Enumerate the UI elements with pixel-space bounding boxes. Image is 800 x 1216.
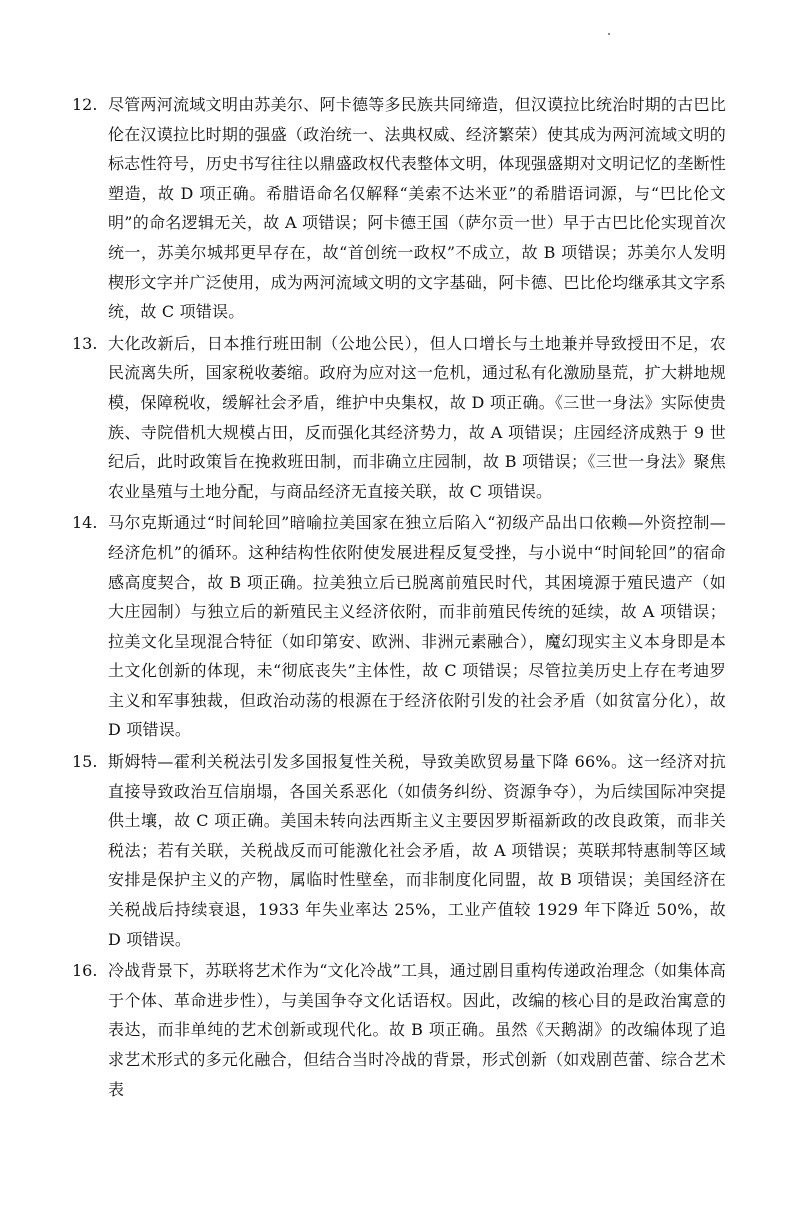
- answer-number: 14.: [72, 513, 98, 533]
- answer-explanation: 大化改新后，日本推行班田制（公地公民），但人口增长与土地兼并导致授田不足，农民流离失所，国家税收萎缩。政府为应对这一危机，通过私有化激励垦荒，扩大耕地规模，保障税收，缓解社会矛盾，维护中央集权，故 D 项正确。《三世一身法》实际使贵族、寺院借机大规模占田，反而强化其经济势力，故 A 项错误；庄园经济成熟于 9 世纪后，此时政策旨在挽救班田制，而非确立庄园制，故 B 项错误；《三世一身法》聚焦农业垦殖与土地分配，与商品经济无直接关联，故 C 项错误。: [108, 333, 726, 501]
- answer-list: [72, 90, 726, 1106]
- answer-explanation: 马尔克斯通过“时间轮回”暗喻拉美国家在独立后陷入“初级产品出口依赖—外资控制—经济危机”的循环。这种结构性依附使发展进程反复受挫，与小说中“时间轮回”的宿命感高度契合，故 B 项正确。拉美独立后已脱离前殖民时代，其困境源于殖民遗产（如大庄园制）与独立后的新殖民主义经济依附，而非前殖民传统的延续，故 A 项错误；拉美文化呈现混合特征（如印第安、欧洲、非洲元素融合），魔幻现实主义本身即是本土文化创新的体现，未“彻底丧失”主体性，故 C 项错误；尽管拉美历史上存在考迪罗主义和军事独裁，但政治动荡的根源在于经济依附引发的社会矛盾（如贫富分化），故 D 项错误。: [108, 513, 726, 740]
- answer-item-14: [72, 508, 726, 745]
- answer-number: 16.: [72, 961, 98, 981]
- answer-explanation: 冷战背景下，苏联将艺术作为“文化冷战”工具，通过剧目重构传递政治理念（如集体高于个体、革命进步性），与美国争夺文化话语权。因此，改编的核心目的是政治寓意的表达，而非单纯的艺术创新或现代化。故 B 项正确。虽然《天鹅湖》的改编体现了追求艺术形式的多元化融合，但结合当时冷战的背景，形式创新（如戏剧芭蕾、综合艺术表: [108, 961, 726, 1099]
- answer-item-13: [72, 329, 726, 507]
- answer-number: 13.: [72, 333, 98, 353]
- answer-item-15: [72, 747, 726, 954]
- answer-item-12: [72, 90, 726, 327]
- page-corner-mark: [608, 33, 610, 35]
- answer-number: 12.: [72, 95, 98, 114]
- answer-number: 15.: [72, 752, 98, 772]
- answer-item-16: [72, 956, 726, 1104]
- answer-explanation: 斯姆特—霍利关税法引发多国报复性关税，导致美欧贸易量下降 66%。这一经济对抗直接导致政治互信崩塌，各国关系恶化（如债务纠纷、资源争夺），为后续国际冲突提供土壤，故 C 项正确。美国未转向法西斯主义主要因罗斯福新政的改良政策，而非关税法；若有关联，关税战反而可能激化社会矛盾，故 A 项错误；英联邦特惠制等区域安排是保护主义的产物，属临时性壁垒，而非制度化同盟，故 B 项错误；美国经济在关税战后持续衰退，1933 年失业率达 25%，工业产值较 1929 年下降近 50%，故 D 项错误。: [108, 752, 726, 949]
- answer-explanation: 尽管两河流域文明由苏美尔、阿卡德等多民族共同缔造，但汉谟拉比统治时期的古巴比伦在汉谟拉比时期的强盛（政治统一、法典权威、经济繁荣）使其成为两河流域文明的标志性符号，历史书写往往以鼎盛政权代表整体文明，体现强盛期对文明记忆的垄断性塑造，故 D 项正确。希腊语命名仅解释“美索不达米亚”的希腊语词源，与“巴比伦文明”的命名逻辑无关，故 A 项错误；阿卡德王国（萨尔贡一世）早于古巴比伦实现首次统一，苏美尔城邦更早存在，故“首创统一政权”不成立，故 B 项错误；苏美尔人发明楔形文字并广泛使用，成为两河流域文明的文字基础，阿卡德、巴比伦均继承其文字系统，故 C 项错误。: [108, 95, 726, 322]
